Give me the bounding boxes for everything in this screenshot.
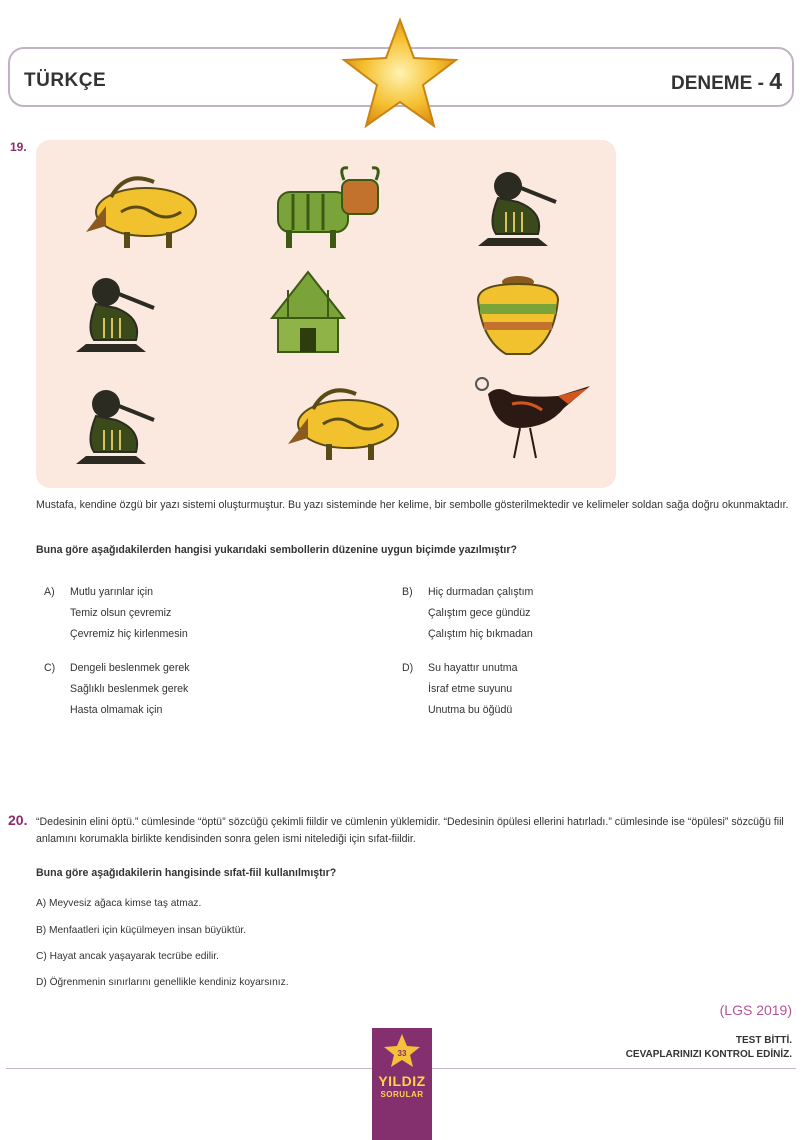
question-20-prompt: Buna göre aşağıdakilerin hangisinde sıfat-fiil kullanılmıştır? [36,867,337,879]
pot-symbol [468,270,568,360]
goat-symbol-1 [66,162,206,252]
bird-symbol-2 [66,268,166,358]
question-19-number: 19. [10,140,27,154]
rooster-symbol [468,374,598,464]
source-label: (LGS 2019) [719,1002,792,1018]
test-title: DENEME - 4 [671,68,782,94]
q20-option-a[interactable]: A) Meyvesiz ağaca kimse taş atmaz. [36,898,202,909]
end-notice: TEST BİTTİ. CEVAPLARINIZI KONTROL EDİNİZ. [625,1035,792,1060]
question-19-prompt: Buna göre aşağıdakilerden hangisi yukarıdaki sembollerin düzenine uygun biçimde yazılmıştır? [36,544,517,556]
logo-subtitle: SORULAR [380,1090,424,1099]
cow-symbol [268,162,388,252]
logo-title: YILDIZ [378,1073,426,1089]
logo-badge-number: 33 [397,1049,407,1058]
publisher-logo [372,1028,432,1140]
question-20-paragraph: “Dedesinin elini öptü.” cümlesinde “öptü” sözcüğü çekimli fiildir ve cümlenin yüklemidir. “Dedesinin öpülesi ellerini hatırladı.” cümlesinde ise “öpülesi” sözcüğü fiil anlamını korumakla birlikte kendisinden sonra gelen ismi nitelediği için sıfat-fiildir. [36,816,784,845]
logo-star-icon [372,1030,432,1070]
bird-symbol-1 [468,162,568,252]
question-20-number: 20. [8,812,28,828]
hut-symbol [268,270,348,355]
symbol-panel [36,140,616,488]
goat-symbol-2 [268,374,408,464]
q20-option-c[interactable]: C) Hayat ancak yaşayarak tecrübe edilir. [36,951,219,962]
bird-symbol-3 [66,380,166,470]
subject-title: TÜRKÇE [24,70,107,91]
question-19-paragraph: Mustafa, kendine özgü bir yazı sistemi oluşturmuştur. Bu yazı sisteminde her kelime, bir sembolle gösterilmektedir ve kelimeler soldan sağa doğru okunmaktadır. [36,499,789,511]
q20-option-d[interactable]: D) Öğrenmenin sınırlarını genellikle kendiniz koyarsınız. [36,977,289,988]
q20-option-b[interactable]: B) Menfaatleri için küçülmeyen insan büyüktür. [36,925,247,936]
star-icon [340,18,460,130]
